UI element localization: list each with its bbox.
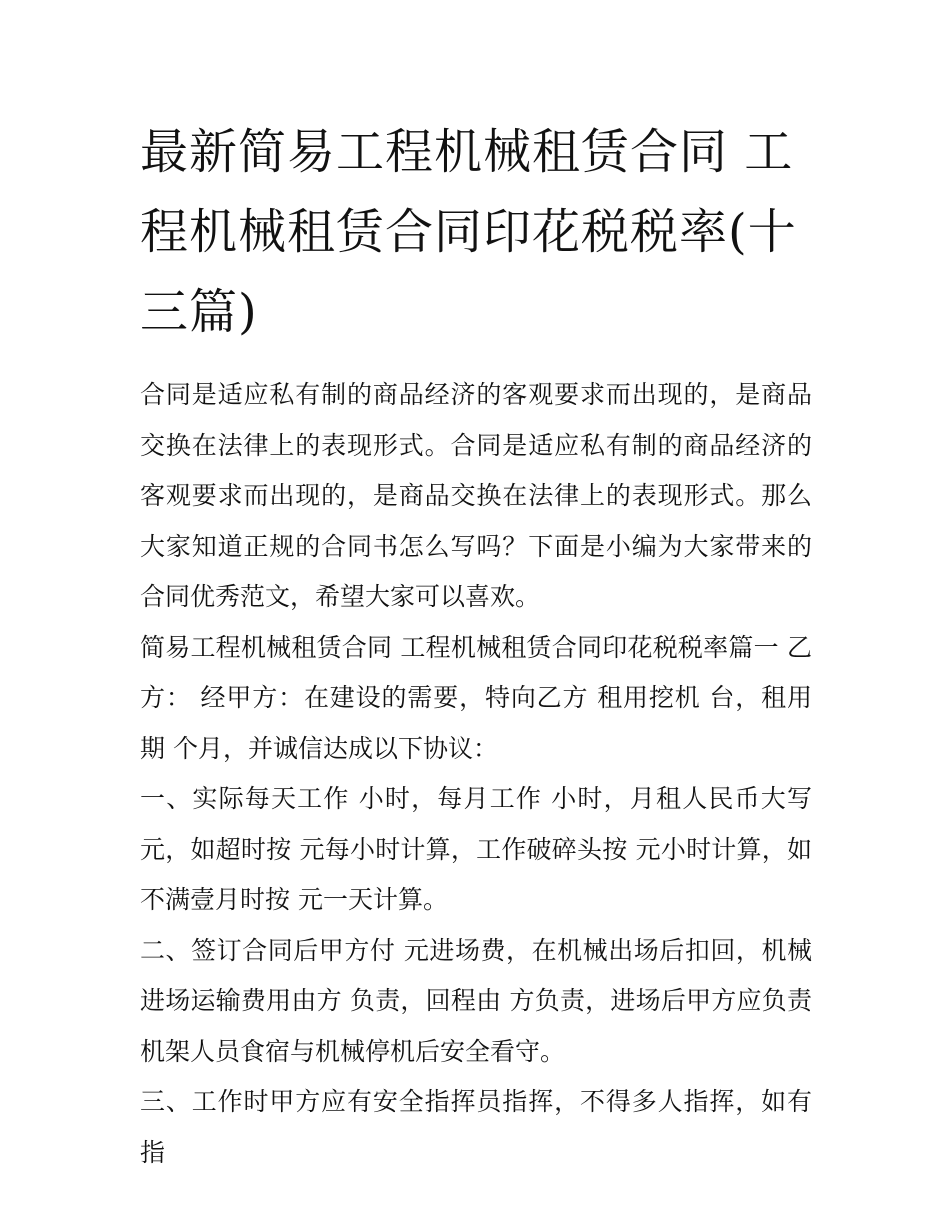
clause-three-paragraph: 三、工作时甲方应有安全指挥员指挥，不得多人指挥，如有指: [140, 1087, 812, 1167]
document-title: 最新简易工程机械租赁合同 工程机械租赁合同印花税税率(十三篇): [140, 124, 797, 340]
intro-paragraph: 合同是适应私有制的商品经济的客观要求而出现的，是商品交换在法律上的表现形式。合同是适应私有制的商品经济的客观要求而出现的，是商品交换在法律上的表现形式。那么大家知道正规的合同书怎么写吗？下面是小编为大家带来的合同优秀范文，希望大家可以喜欢。: [140, 380, 812, 611]
contract-preamble-paragraph: 简易工程机械租赁合同 工程机械租赁合同印花税税率篇一 乙方： 经甲方：在建设的需要，特向乙方 租用挖机 台，租用期 个月，并诚信达成以下协议：: [140, 632, 812, 763]
clause-one-paragraph: 一、实际每天工作 小时，每月工作 小时，月租人民币大写 元，如超时按 元每小时计算，工作破碎头按 元小时计算，如不满壹月时按 元一天计算。: [140, 784, 812, 914]
document-page: [140, 112, 812, 1178]
clause-two-paragraph: 二、签订合同后甲方付 元进场费，在机械出场后扣回，机械进场运输费用由方 负责，回程由 方负责，进场后甲方应负责机架人员食宿与机械停机后安全看守。: [140, 935, 812, 1066]
